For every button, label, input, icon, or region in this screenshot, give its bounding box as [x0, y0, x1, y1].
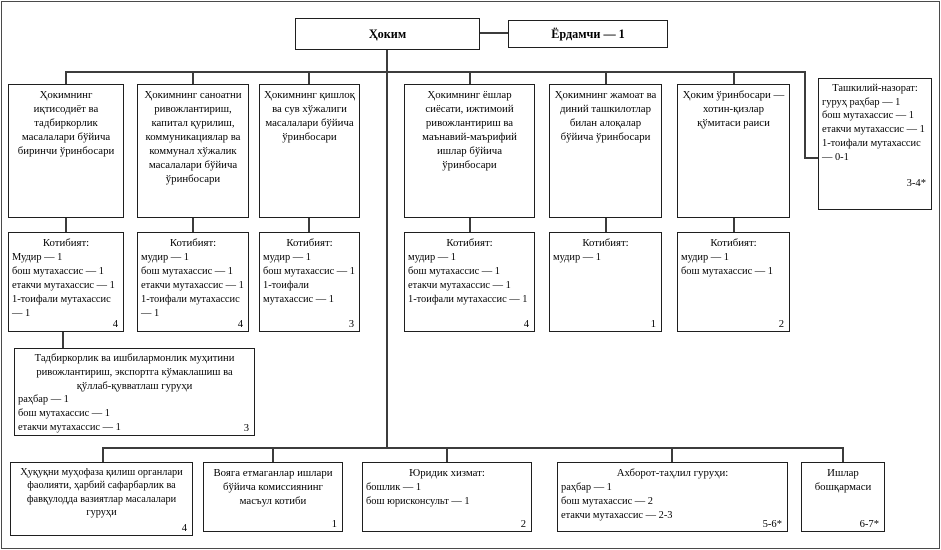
connector-drop-unit-5 [842, 447, 844, 462]
secretariat-title: Котибият: [42, 237, 90, 249]
staff-line: етакчи мутахассис — 2-3 [561, 509, 673, 521]
staff-line: етакчи мутахассис — 1 [12, 279, 115, 291]
staff-line: 1-тоифали мутахассис [822, 138, 921, 150]
count-badge: 5-6* [762, 519, 782, 530]
unit-title: Ҳуқуқни муҳофаза қилиш органлари фаолияти, ҳарбий сафарбарлик ва фавқулодда вазиятлар масалалари гуруҳи [20, 467, 183, 519]
deputy-title: Ҳоким ўринбосари — хотин-қизлар қўмитаси раиси [682, 89, 785, 130]
staff-line: бошлик — 1 [366, 482, 422, 494]
count-badge: 3-4* [906, 178, 926, 189]
secretariat-box-5 [549, 232, 662, 332]
deputy-title: Ҳокимнинг қишлоқ ва сув хўжалиги масалалари бўйича ўринбосари [264, 89, 355, 144]
staff-line: раҳбар — 1 [18, 394, 69, 406]
secretariat-box-6 [677, 232, 790, 332]
staff-line: бош мутахассис — 1 [141, 265, 233, 277]
staff-line: Мудир — 1 [12, 252, 63, 264]
staff-line: раҳбар — 1 [561, 482, 612, 494]
connector-drop-deputy-2 [192, 71, 194, 84]
assistant-label: Ёрдамчи — 1 [551, 26, 625, 41]
connector-top-bus [65, 71, 806, 73]
hokim-box [295, 18, 480, 50]
secretariat-title: Котибият: [286, 237, 333, 249]
staff-line: мудир — 1 [263, 252, 311, 264]
count-badge: 4 [523, 319, 529, 330]
staff-line: бош мутахассис — 1 [12, 265, 104, 277]
count-badge: 1 [331, 519, 337, 530]
staff-line: етакчи мутахассис — 1 [141, 279, 244, 291]
connector-drop-deputy-3 [308, 71, 310, 84]
connector-drop-unit-2 [272, 447, 274, 462]
unit-box-information-analysis [557, 462, 788, 532]
connector-drop-unit-4 [671, 447, 673, 462]
staff-line: етакчи мутахассис — 1 [18, 422, 121, 434]
count-badge: 4 [181, 523, 187, 534]
count-badge: 1 [650, 319, 656, 330]
staff-line: — 0-1 [822, 152, 849, 164]
connector-deputy5-secretariat [605, 218, 607, 232]
secretariat-title: Котибият: [582, 237, 629, 249]
staff-line: бош мутахассис — 1 [681, 265, 773, 277]
count-badge: 4 [112, 319, 118, 330]
unit-box-minors-commission [203, 462, 343, 532]
secretariat-title: Котибият: [169, 237, 217, 249]
unit-box-legal-service [362, 462, 532, 532]
staff-line: 1-тоифали мутахассис [141, 293, 240, 305]
staff-line: мудир — 1 [681, 252, 729, 264]
staff-line: 1-тоифали мутахассис [12, 293, 111, 305]
connector-elbow-control-horizontal [804, 157, 818, 159]
staff-line: бош юрисконсульт — 1 [366, 495, 470, 507]
connector-drop-deputy-1 [65, 71, 67, 84]
unit-title: Ахборот-таҳлил гуруҳи: [616, 467, 729, 479]
connector-deputy3-secretariat [308, 218, 310, 232]
secretariat-box-3 [259, 232, 360, 332]
staff-line: мудир — 1 [408, 252, 456, 264]
staff-line: бош мутахассис — 1 [822, 110, 914, 122]
staff-line: бош мутахассис — 1 [408, 265, 500, 277]
count-badge: 4 [237, 319, 243, 330]
staff-line: 1-тоифали [263, 279, 309, 291]
business-group-box [14, 348, 255, 436]
staff-line: бош мутахассис — 1 [18, 408, 110, 420]
deputy-box-public-religious [549, 84, 662, 218]
control-group-box [818, 78, 932, 210]
staff-line: 1-тоифали мутахассис — 1 [408, 293, 528, 305]
deputy-box-economy [8, 84, 124, 218]
connector-deputy1-secretariat [65, 218, 67, 232]
count-badge: 6-7* [859, 519, 879, 530]
connector-hokim-assistant [480, 32, 508, 34]
connector-deputy6-secretariat [733, 218, 735, 232]
deputy-title: Ҳокимнинг ёшлар сиёсати, ижтимоий ривожлантириш ва маънавий-маърифий ишлар бўйича ўринбосари [422, 89, 517, 172]
unit-box-law-enforcement [10, 462, 193, 536]
deputy-box-women-committee [677, 84, 790, 218]
staff-line: гуруҳ раҳбар — 1 [822, 96, 901, 108]
secretariat-title: Котибият: [710, 237, 757, 249]
assistant-box [508, 20, 668, 48]
count-badge: 3 [243, 423, 249, 434]
staff-line: — 1 [141, 307, 160, 319]
connector-drop-deputy-5 [605, 71, 607, 84]
staff-line: — 1 [12, 307, 31, 319]
deputy-title: Ҳокимнинг жамоат ва диний ташкилотлар билан алоқалар бўйича ўринбосари [554, 89, 657, 144]
count-badge: 3 [348, 319, 354, 330]
staff-line: етакчи мутахассис — 1 [408, 279, 511, 291]
unit-title: Юридик хизмат: [409, 467, 485, 479]
unit-title: Ишлар бошқармаси [814, 467, 872, 494]
connector-drop-deputy-6 [733, 71, 735, 84]
connector-deputy4-secretariat [469, 218, 471, 232]
unit-title: Вояга етмаганлар ишлари бўйича комиссиянинг масъул котиби [213, 467, 333, 508]
secretariat-box-2 [137, 232, 249, 332]
connector-drop-unit-3 [446, 447, 448, 462]
deputy-box-youth-policy [404, 84, 535, 218]
connector-deputy2-secretariat [192, 218, 194, 232]
count-badge: 2 [520, 519, 526, 530]
secretariat-box-1 [8, 232, 124, 332]
secretariat-title: Котибият: [446, 237, 493, 249]
staff-line: мутахассис — 1 [263, 293, 334, 305]
connector-drop-deputy-4 [469, 71, 471, 84]
connector-secretariat1-businessgroup [62, 332, 64, 348]
connector-drop-unit-1 [102, 447, 104, 462]
staff-line: мудир — 1 [553, 252, 601, 264]
deputy-title: Ҳокимнинг иқтисодиёт ва тадбиркорлик масалалари бўйича биринчи ўринбосари [17, 89, 115, 158]
deputy-box-agriculture [259, 84, 360, 218]
unit-box-affairs-administration [801, 462, 885, 532]
staff-line: мудир — 1 [141, 252, 189, 264]
connector-bottom-bus [102, 447, 844, 449]
staff-line: бош мутахассис — 1 [263, 265, 355, 277]
connector-main-vertical [386, 50, 388, 448]
hokim-label: Ҳоким [368, 26, 407, 41]
connector-elbow-control-vertical [804, 71, 806, 159]
business-group-title: Тадбиркорлик ва ишбилармонлик муҳитини ривожлантириш, экспортга кўмаклашиш ва қўллаб-қувватлаш гуруҳи [34, 353, 235, 392]
deputy-title: Ҳокимнинг саноатни ривожлантириш, капитал қурилиш, коммуникациялар ва коммунал хўжалик масалалари бўйича ўринбосари [144, 89, 242, 186]
deputy-box-industry [137, 84, 249, 218]
count-badge: 2 [778, 319, 784, 330]
secretariat-box-4 [404, 232, 535, 332]
staff-line: етакчи мутахассис — 1 [822, 124, 925, 136]
staff-line: бош мутахассис — 2 [561, 495, 653, 507]
control-group-title: Ташкилий-назорат: [832, 83, 918, 94]
